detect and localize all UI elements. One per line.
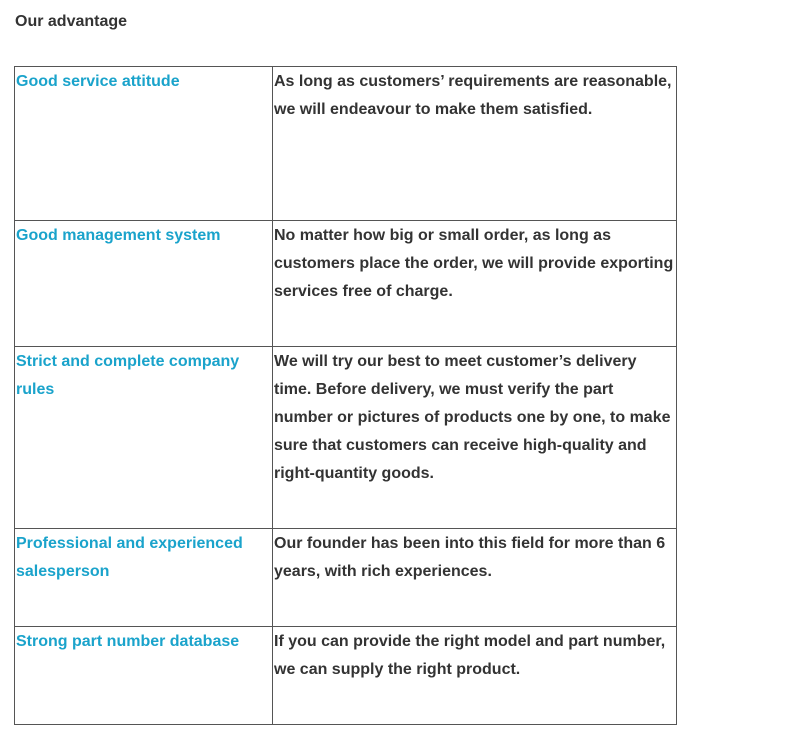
advantage-description: We will try our best to meet customer’s delivery time. Before delivery, we must verify the part number or pictures of products one by one, to make sure that customers can receive high-quality and right-quantity goods. <box>274 353 671 482</box>
advantage-title: Good service attitude <box>16 73 180 90</box>
advantages-table-body <box>15 67 677 725</box>
table-row <box>15 347 677 529</box>
advantage-title-cell <box>15 529 273 627</box>
advantage-title-cell <box>15 221 273 347</box>
advantage-description: Our founder has been into this field for more than 6 years, with rich experiences. <box>274 535 666 580</box>
advantage-description: As long as customers’ requirements are reasonable, we will endeavour to make them satisfied. <box>274 73 672 118</box>
table-row <box>15 67 677 221</box>
advantage-description: No matter how big or small order, as long as customers place the order, we will provide exporting services free of charge. <box>274 227 674 300</box>
advantage-description-cell <box>273 67 677 221</box>
advantage-description: If you can provide the right model and part number, we can supply the right product. <box>274 633 666 678</box>
advantage-description-cell <box>273 627 677 725</box>
table-row <box>15 221 677 347</box>
page-title: Our advantage <box>15 13 128 30</box>
advantage-title-cell <box>15 67 273 221</box>
table-row <box>15 627 677 725</box>
advantage-description-cell <box>273 221 677 347</box>
advantage-title: Strict and complete company rules <box>16 353 240 398</box>
advantage-title: Good management system <box>16 227 221 244</box>
advantage-description-cell <box>273 529 677 627</box>
advantage-title: Strong part number database <box>16 633 240 650</box>
table-row <box>15 529 677 627</box>
advantage-title-cell <box>15 627 273 725</box>
advantage-title: Professional and experienced salesperson <box>16 535 243 580</box>
advantages-table <box>14 66 677 725</box>
advantage-description-cell <box>273 347 677 529</box>
advantage-title-cell <box>15 347 273 529</box>
